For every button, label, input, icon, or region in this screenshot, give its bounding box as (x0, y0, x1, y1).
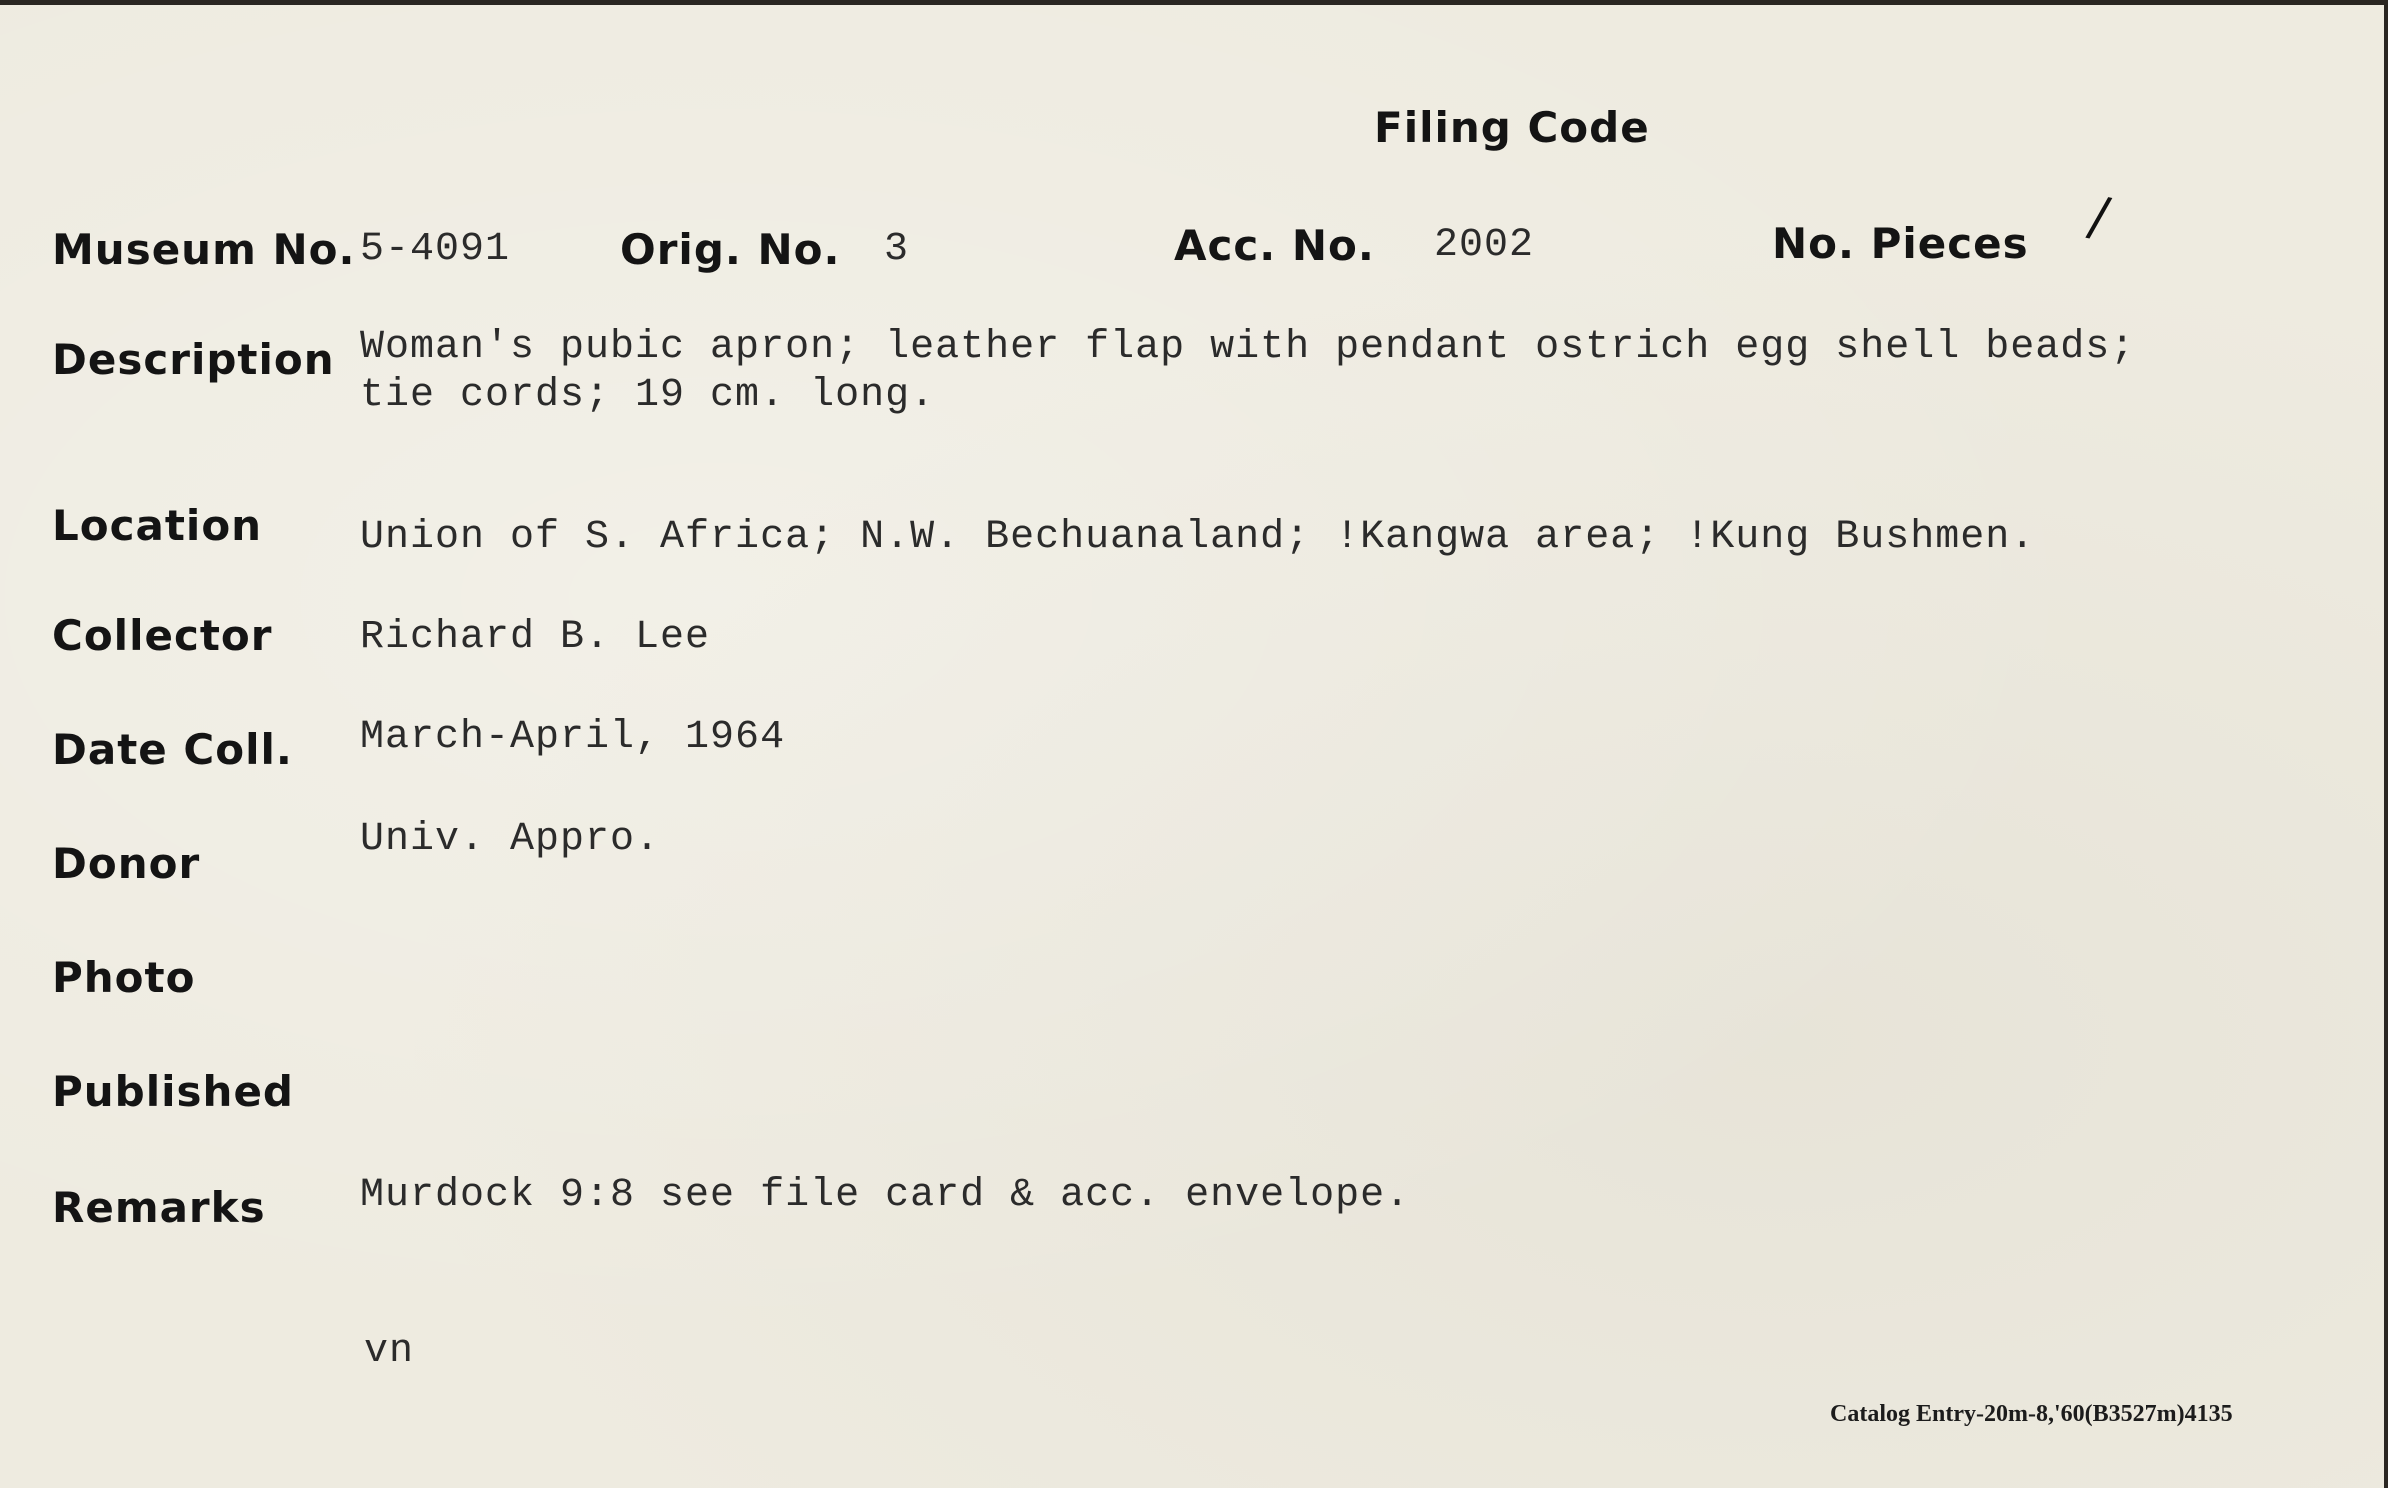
description-line-1: Woman's pubic apron; leather flap with pendant ostrich egg shell beads; (360, 325, 2136, 370)
orig-no-value: 3 (884, 227, 910, 272)
collector-value: Richard B. Lee (360, 615, 711, 660)
museum-no-label: Museum No. (52, 225, 356, 274)
collector-label: Collector (52, 611, 273, 660)
donor-value: Univ. Appro. (360, 817, 661, 862)
catalog-entry-imprint: Catalog Entry-20m-8,'60(B3527m)4135 (1830, 1401, 2233, 1427)
no-pieces-label: No. Pieces (1772, 219, 2029, 268)
donor-label: Donor (52, 839, 201, 888)
museum-no-value: 5-4091 (360, 227, 511, 272)
acc-no-value: 2002 (1434, 223, 1535, 268)
description-line-2: tie cords; 19 cm. long. (360, 373, 936, 418)
filing-code-label: Filing Code (1374, 103, 1650, 152)
photo-label: Photo (52, 953, 196, 1002)
date-coll-label: Date Coll. (52, 725, 293, 774)
remarks-label: Remarks (52, 1183, 266, 1232)
no-pieces-value: / (2083, 183, 2115, 250)
acc-no-label: Acc. No. (1174, 221, 1375, 270)
date-coll-value: March-April, 1964 (360, 715, 786, 760)
description-label: Description (52, 335, 335, 384)
orig-no-label: Orig. No. (620, 225, 841, 274)
location-value: Union of S. Africa; N.W. Bechuanaland; !Kangwa area; !Kung Bushmen. (360, 515, 2036, 560)
published-label: Published (52, 1067, 294, 1116)
typist-initials: vn (364, 1329, 415, 1374)
location-label: Location (52, 501, 263, 550)
remarks-value: Murdock 9:8 see file card & acc. envelope. (360, 1173, 1411, 1218)
catalog-card (0, 5, 2384, 1488)
